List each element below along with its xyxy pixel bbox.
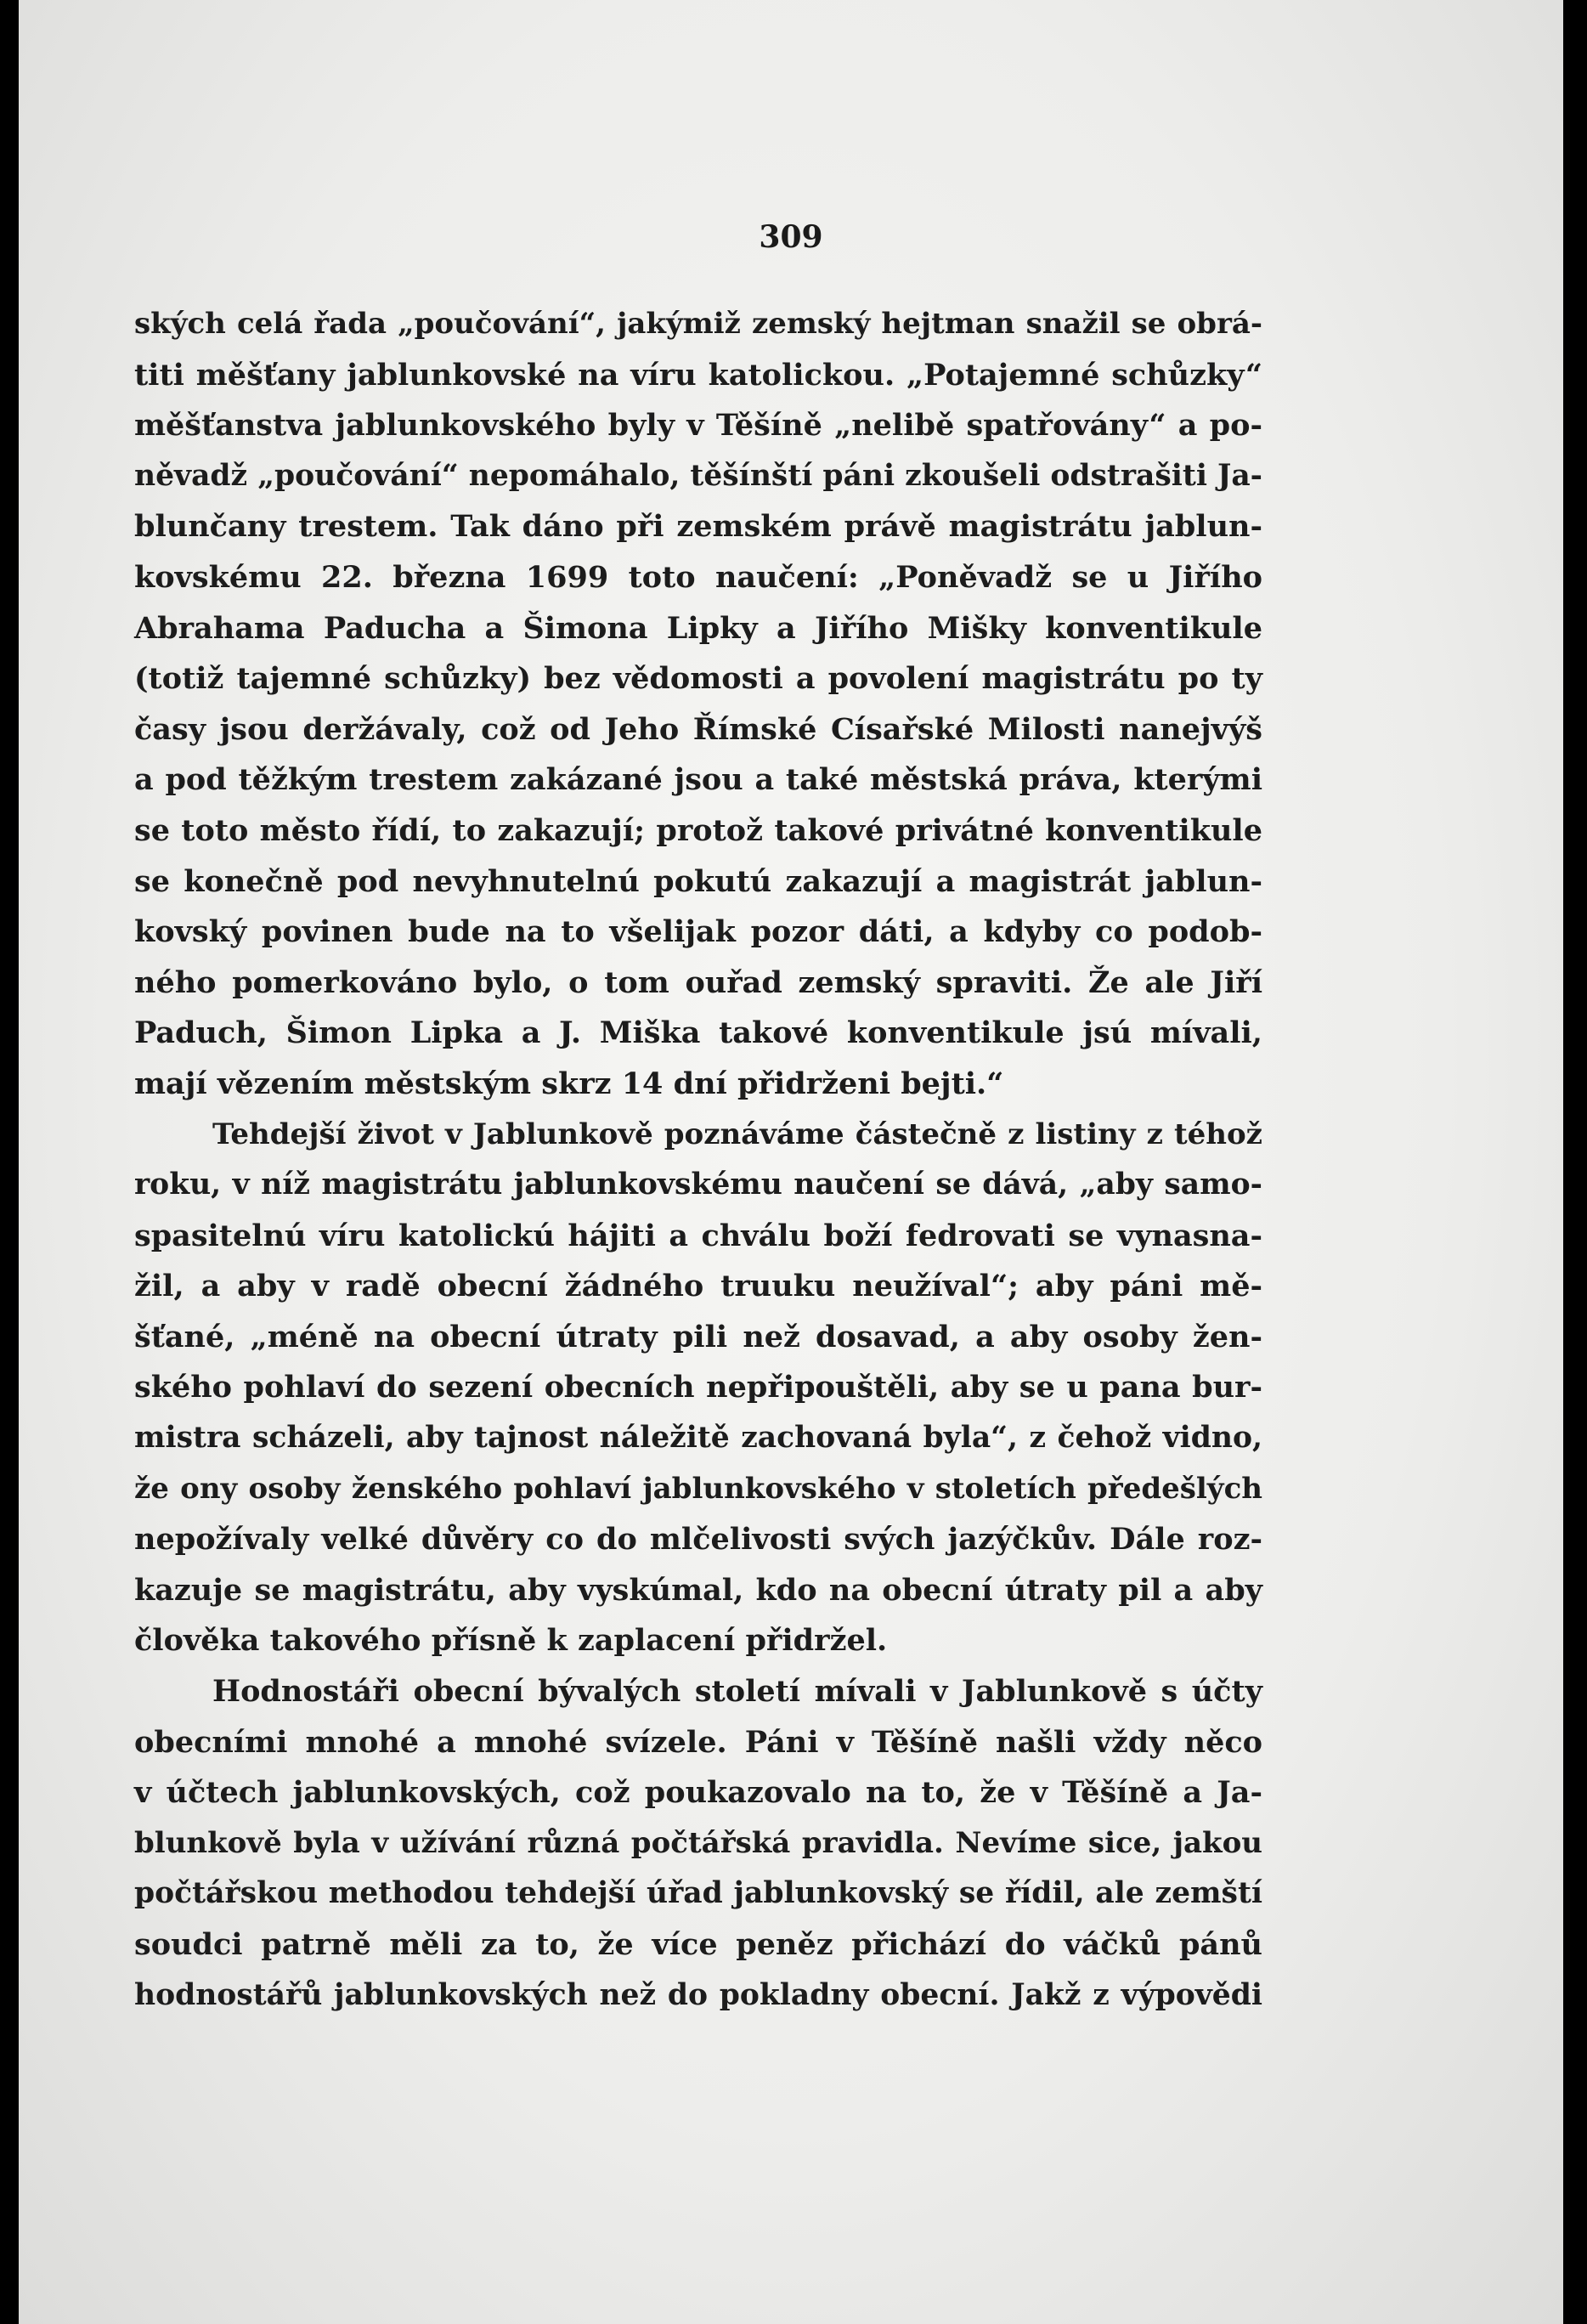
text-line: že ony osoby ženského pohlaví jablunkovského v stoletích předešlých: [134, 1471, 1262, 1506]
text-line: titi měšťany jablunkovské na víru katolickou. „Potajemné schůzky“: [134, 357, 1262, 393]
text-line: a pod těžkým trestem zakázané jsou a také městská práva, kterými: [134, 762, 1262, 798]
text-line: ského pohlaví do sezení obecních nepřipouštěli, aby se u pana bur-: [134, 1370, 1262, 1405]
text-line: kovskému 22. března 1699 toto naučení: „Poněvadž se u Jiřího: [134, 559, 1262, 595]
text-line: Hodnostáři obecní bývalých století mívali v Jablunkově s účty: [212, 1674, 1262, 1710]
text-line: žil, a aby v radě obecní žádného truuku neužíval“; aby páni mě-: [134, 1269, 1262, 1304]
text-line: v účtech jablunkovských, což poukazovalo na to, že v Těšíně a Ja-: [134, 1775, 1262, 1811]
text-line: soudci patrně měli za to, že více peněz přichází do váčků pánů: [134, 1927, 1262, 1962]
text-line: (totiž tajemné schůzky) bez vědomosti a povolení magistrátu po ty: [134, 661, 1262, 697]
text-line: blunkově byla v užívání různá počtářská pravidla. Nevíme sice, jakou: [134, 1825, 1262, 1860]
text-line: ských celá řada „poučování“, jakýmiž zemský hejtman snažil se obrá-: [134, 307, 1262, 341]
book-page: [19, 0, 1563, 2324]
text-line: něvadž „poučování“ nepomáhalo, těšínští páni zkoušeli odstrašiti Ja-: [134, 458, 1262, 493]
text-line: Abrahama Paducha a Šimona Lipky a Jiřího Mišky konventikule: [134, 610, 1262, 646]
text-line: šťané, „méně na obecní útraty pili než dosavad, a aby osoby žen-: [134, 1319, 1262, 1354]
text-line: Tehdejší život v Jablunkově poznáváme částečně z listiny z téhož: [212, 1117, 1262, 1151]
text-line: časy jsou deržávaly, což od Jeho Římské Císařské Milosti nanejvýš: [134, 711, 1262, 747]
text-line: roku, v níž magistrátu jablunkovskému naučení se dává, „aby samo-: [134, 1168, 1262, 1202]
text-line: ného pomerkováno bylo, o tom ouřad zemský spraviti. Že ale Jiří: [134, 964, 1262, 1000]
text-line: se konečně pod nevyhnutelnú pokutú zakazují a magistrát jablun-: [134, 863, 1262, 899]
text-line: měšťanstva jablunkovského byly v Těšíně „nelibě spatřovány“ a po-: [134, 408, 1262, 444]
text-line: mají vězením městským skrz 14 dní přidrženi bejti.“: [134, 1066, 1004, 1101]
page-number: 309: [759, 219, 823, 255]
text-line: mistra scházeli, aby tajnost náležitě zachovaná byla“, z čehož vidno,: [134, 1421, 1262, 1456]
text-line: počtářskou methodou tehdejší úřad jablunkovský se řídil, ale zemští: [134, 1876, 1262, 1911]
text-line: spasitelnú víru katolickú hájiti a chválu boží fedrovati se vynasna-: [134, 1218, 1262, 1253]
text-line: nepožívaly velké důvěry co do mlčelivosti svých jazýčkův. Dále roz-: [134, 1522, 1262, 1558]
body-text: [134, 299, 1262, 2021]
text-line: kovský povinen bude na to všelijak pozor dáti, a kdyby co podob-: [134, 914, 1262, 950]
text-line: se toto město řídí, to zakazují; protož takové privátné konventikule: [134, 812, 1262, 848]
text-line: Paduch, Šimon Lipka a J. Miška takové konventikule jsú mívali,: [134, 1015, 1262, 1051]
text-line: blunčany trestem. Tak dáno při zemském právě magistrátu jablun-: [134, 509, 1262, 545]
text-line: kazuje se magistrátu, aby vyskúmal, kdo na obecní útraty pil a aby: [134, 1572, 1262, 1608]
text-line: obecními mnohé a mnohé svízele. Páni v Těšíně našli vždy něco: [134, 1724, 1262, 1760]
text-line: hodnostářů jablunkovských než do pokladny obecní. Jakž z výpovědi: [134, 1977, 1262, 2012]
text-line: člověka takového přísně k zaplacení přidržel.: [134, 1623, 888, 1659]
